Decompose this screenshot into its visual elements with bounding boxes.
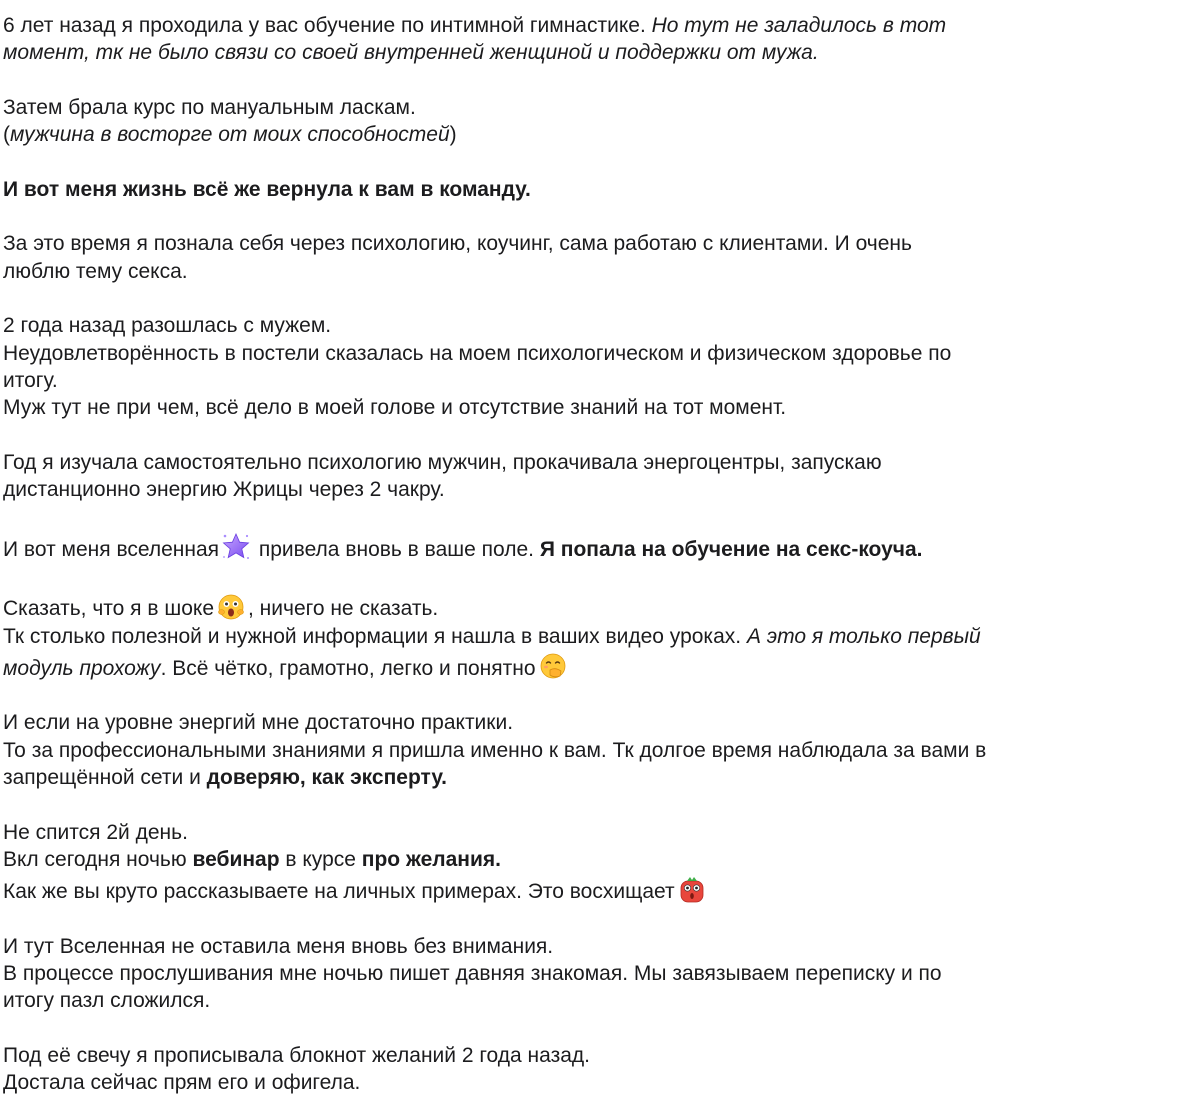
text: Сказать, что я в шоке — [3, 597, 214, 621]
paragraph-8 — [3, 590, 1193, 682]
italic-text: мужчина в восторге от моих способностей — [10, 123, 450, 147]
text-line: За это время я познала себя через психологию, коучинг, сама работаю с клиентами. И очень — [3, 232, 912, 256]
text: Как же вы круто рассказываете на личных примерах. Это восхищает — [3, 880, 675, 904]
italic-text: момент, тк не было связи со своей внутренней женщиной и поддержки от мужа. — [3, 41, 819, 65]
text: . Всё чётко, грамотно, легко и понятно — [160, 656, 536, 680]
paragraph-11 — [3, 933, 1193, 1015]
text-line: итогу пазл сложился. — [3, 989, 211, 1013]
text-line: И если на уровне энергий мне достаточно практики. — [3, 711, 514, 735]
text-line: итогу. — [3, 368, 58, 392]
bold-text: про желания. — [361, 847, 501, 871]
bold-text: Я попала на обучение на секс-коуча. — [539, 537, 923, 561]
text-line: В процессе прослушивания мне ночью пишет давняя знакомая. Мы завязываем переписку и по — [3, 962, 942, 986]
text-line: Год я изучала самостоятельно психологию мужчин, прокачивала энергоцентры, запускаю — [3, 450, 882, 474]
text-line: Под её свечу я прописывала блокнот желаний 2 года назад. — [3, 1043, 590, 1067]
text: 6 лет назад я проходила у вас обучение по интимной гимнастике. — [3, 14, 652, 37]
text: Тк столько полезной и нужной информации я нашла в ваших видео уроках. — [3, 624, 747, 648]
text-line: 2 года назад разошлась с мужем. — [3, 314, 332, 338]
paragraph-5 — [3, 312, 1193, 421]
text-line: Затем брала курс по мануальным ласкам. — [3, 95, 416, 119]
paragraph-3 — [3, 176, 1193, 203]
text: И вот меня вселенная — [3, 537, 220, 561]
italic-text: модуль прохожу — [3, 656, 161, 680]
text: , ничего не сказать. — [248, 597, 439, 621]
text-line: Достала сейчас прям его и офигела. — [3, 1071, 361, 1095]
paragraph-6 — [3, 449, 1193, 504]
text: ( — [3, 123, 10, 147]
bold-text: доверяю, как эксперту. — [206, 766, 447, 790]
sparkling-star-icon — [220, 531, 252, 563]
paragraph-12 — [3, 1042, 1193, 1097]
text-line: Неудовлетворённость в постели сказалась на моем психологическом и физическом здоровье по — [3, 341, 952, 365]
text-line: То за профессиональными знаниями я пришла именно к вам. Тк долгое время наблюдала за вами в — [3, 738, 987, 762]
paragraph-10 — [3, 819, 1193, 906]
amazed-tomato-icon — [676, 873, 708, 905]
text-line: дистанционно энергию Жрицы через 2 чакру. — [3, 478, 445, 502]
text-line: И тут Вселенная не оставила меня вновь без внимания. — [3, 934, 554, 958]
bold-text: И вот меня жизнь всё же вернула к вам в команду. — [3, 177, 531, 201]
bold-text: вебинар — [192, 847, 280, 871]
shocked-face-icon — [215, 590, 247, 622]
text-line: Муж тут не при чем, всё дело в моей голове и отсутствие знаний на тот момент. — [3, 396, 787, 420]
text: привела вновь в ваше поле. — [253, 537, 540, 561]
italic-text: А это я только первый — [746, 624, 981, 648]
paragraph-2 — [3, 94, 1193, 149]
paragraph-9 — [3, 709, 1193, 791]
paragraph-4 — [3, 230, 1193, 285]
text: в курсе — [279, 847, 362, 871]
hand-over-mouth-face-icon — [537, 650, 569, 682]
paragraph-1 — [3, 12, 1193, 67]
paragraph-7 — [3, 531, 1193, 563]
text: Вкл сегодня ночью — [3, 847, 193, 871]
text-line: Не спится 2й день. — [3, 820, 188, 844]
text-line: люблю тему секса. — [3, 259, 188, 283]
text: запрещённой сети и — [3, 766, 207, 790]
text: ) — [449, 123, 457, 147]
italic-text: Но тут не заладилось в тот — [651, 14, 947, 37]
